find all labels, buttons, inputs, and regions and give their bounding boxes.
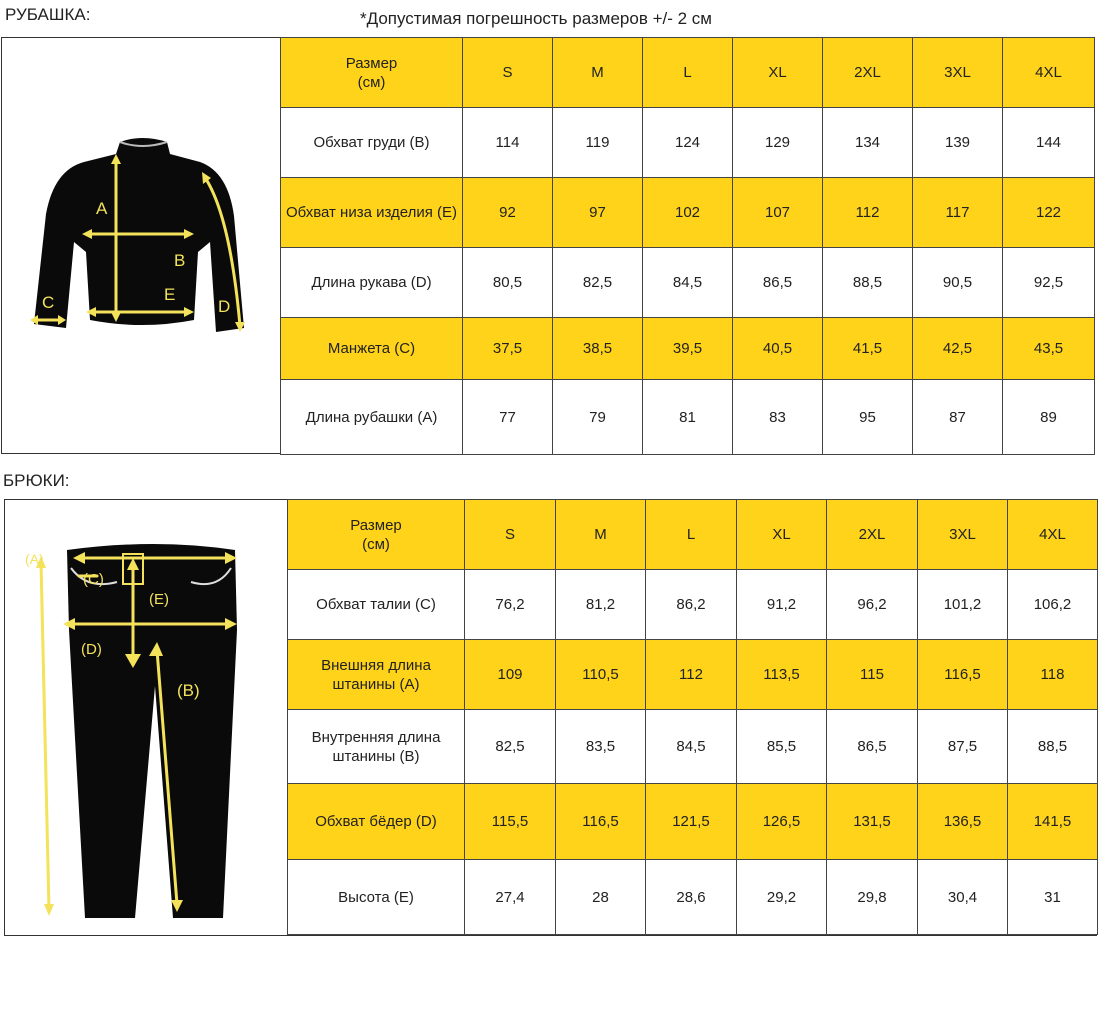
cell: 88,5 (1008, 710, 1098, 784)
row-label: Высота (E) (288, 860, 465, 935)
cell: 79 (553, 380, 643, 455)
cell: 86,5 (733, 248, 823, 318)
cell: 81,2 (556, 570, 646, 640)
row-label: Длина рукава (D) (281, 248, 463, 318)
pants-size-4xl: 4XL (1008, 500, 1098, 570)
cell: 29,8 (827, 860, 918, 935)
pants-size-table (287, 499, 1098, 935)
pants-header-label: Размер (см) (288, 500, 465, 570)
cell: 106,2 (1008, 570, 1098, 640)
cell: 76,2 (465, 570, 556, 640)
cell: 114 (463, 108, 553, 178)
shirt-letter-d: D (218, 297, 231, 316)
cell: 96,2 (827, 570, 918, 640)
cell: 89 (1003, 380, 1095, 455)
cell: 87,5 (918, 710, 1008, 784)
cell: 83,5 (556, 710, 646, 784)
shirt-size-xl: XL (733, 38, 823, 108)
shirt-size-3xl: 3XL (913, 38, 1003, 108)
cell: 109 (465, 640, 556, 710)
table-row (281, 318, 1095, 380)
cell: 29,2 (737, 860, 827, 935)
cell: 83 (733, 380, 823, 455)
cell: 84,5 (646, 710, 737, 784)
pants-header-row (288, 500, 1098, 570)
cell: 30,4 (918, 860, 1008, 935)
pants-letter-a: (A) (25, 551, 44, 567)
cell: 136,5 (918, 784, 1008, 860)
cell: 122 (1003, 178, 1095, 248)
cell: 115 (827, 640, 918, 710)
cell: 110,5 (556, 640, 646, 710)
shirt-letter-a: A (96, 199, 108, 218)
cell: 31 (1008, 860, 1098, 935)
pants-size-xl: XL (737, 500, 827, 570)
table-row (281, 108, 1095, 178)
shirt-size-m: M (553, 38, 643, 108)
cell: 37,5 (463, 318, 553, 380)
cell: 43,5 (1003, 318, 1095, 380)
shirt-letter-c: C (42, 293, 55, 312)
cell: 102 (643, 178, 733, 248)
pants-size-3xl: 3XL (918, 500, 1008, 570)
table-row (281, 178, 1095, 248)
pants-figure (5, 500, 287, 935)
cell: 77 (463, 380, 553, 455)
pants-letter-e: (E) (149, 591, 169, 608)
cell: 116,5 (556, 784, 646, 860)
shirt-title: РУБАШКА: (5, 5, 91, 24)
cell: 129 (733, 108, 823, 178)
pants-letter-c: (C) (83, 571, 104, 588)
row-label: Внутренняя длина штанины (B) (288, 710, 465, 784)
row-label: Обхват груди (B) (281, 108, 463, 178)
shirt-figure (2, 38, 280, 453)
table-row (288, 860, 1098, 935)
shirt-letter-e: E (164, 285, 176, 304)
tolerance-note: *Допустимая погрешность размеров +/- 2 см (360, 9, 712, 28)
row-label: Обхват низа изделия (E) (281, 178, 463, 248)
cell: 92 (463, 178, 553, 248)
pants-size-m: M (556, 500, 646, 570)
cell: 117 (913, 178, 1003, 248)
cell: 42,5 (913, 318, 1003, 380)
table-row (281, 248, 1095, 318)
cell: 95 (823, 380, 913, 455)
row-label: Обхват талии (C) (288, 570, 465, 640)
cell: 40,5 (733, 318, 823, 380)
cell: 107 (733, 178, 823, 248)
shirt-letter-b: B (174, 251, 186, 270)
cell: 27,4 (465, 860, 556, 935)
cell: 118 (1008, 640, 1098, 710)
table-row (288, 570, 1098, 640)
shirt-size-l: L (643, 38, 733, 108)
cell: 86,2 (646, 570, 737, 640)
table-row (288, 784, 1098, 860)
cell: 92,5 (1003, 248, 1095, 318)
shirt-header-row (281, 38, 1095, 108)
cell: 113,5 (737, 640, 827, 710)
cell: 116,5 (918, 640, 1008, 710)
pants-letter-b: (B) (177, 681, 200, 700)
shirt-header-label: Размер (см) (281, 38, 463, 108)
cell: 39,5 (643, 318, 733, 380)
row-label: Внешняя длина штанины (A) (288, 640, 465, 710)
row-label: Манжета (C) (281, 318, 463, 380)
cell: 139 (913, 108, 1003, 178)
cell: 91,2 (737, 570, 827, 640)
pants-size-2xl: 2XL (827, 500, 918, 570)
row-label: Обхват бёдер (D) (288, 784, 465, 860)
cell: 80,5 (463, 248, 553, 318)
cell: 144 (1003, 108, 1095, 178)
cell: 28 (556, 860, 646, 935)
cell: 81 (643, 380, 733, 455)
shirt-size-2xl: 2XL (823, 38, 913, 108)
pants-title: БРЮКИ: (3, 471, 70, 490)
shirt-size-4xl: 4XL (1003, 38, 1095, 108)
table-row (281, 380, 1095, 455)
cell: 82,5 (553, 248, 643, 318)
row-label: Длина рубашки (A) (281, 380, 463, 455)
cell: 131,5 (827, 784, 918, 860)
cell: 28,6 (646, 860, 737, 935)
shirt-size-table (280, 37, 1095, 455)
cell: 141,5 (1008, 784, 1098, 860)
cell: 124 (643, 108, 733, 178)
cell: 112 (823, 178, 913, 248)
cell: 119 (553, 108, 643, 178)
cell: 38,5 (553, 318, 643, 380)
cell: 121,5 (646, 784, 737, 860)
shirt-size-s: S (463, 38, 553, 108)
cell: 85,5 (737, 710, 827, 784)
cell: 97 (553, 178, 643, 248)
pants-size-s: S (465, 500, 556, 570)
cell: 112 (646, 640, 737, 710)
cell: 126,5 (737, 784, 827, 860)
table-row (288, 640, 1098, 710)
pants-letter-d: (D) (81, 641, 102, 658)
cell: 101,2 (918, 570, 1008, 640)
cell: 87 (913, 380, 1003, 455)
cell: 84,5 (643, 248, 733, 318)
cell: 82,5 (465, 710, 556, 784)
cell: 90,5 (913, 248, 1003, 318)
cell: 115,5 (465, 784, 556, 860)
pants-size-l: L (646, 500, 737, 570)
cell: 41,5 (823, 318, 913, 380)
cell: 134 (823, 108, 913, 178)
pants-illustration (5, 500, 287, 935)
table-row (288, 710, 1098, 784)
shirt-illustration (2, 38, 280, 453)
cell: 88,5 (823, 248, 913, 318)
cell: 86,5 (827, 710, 918, 784)
